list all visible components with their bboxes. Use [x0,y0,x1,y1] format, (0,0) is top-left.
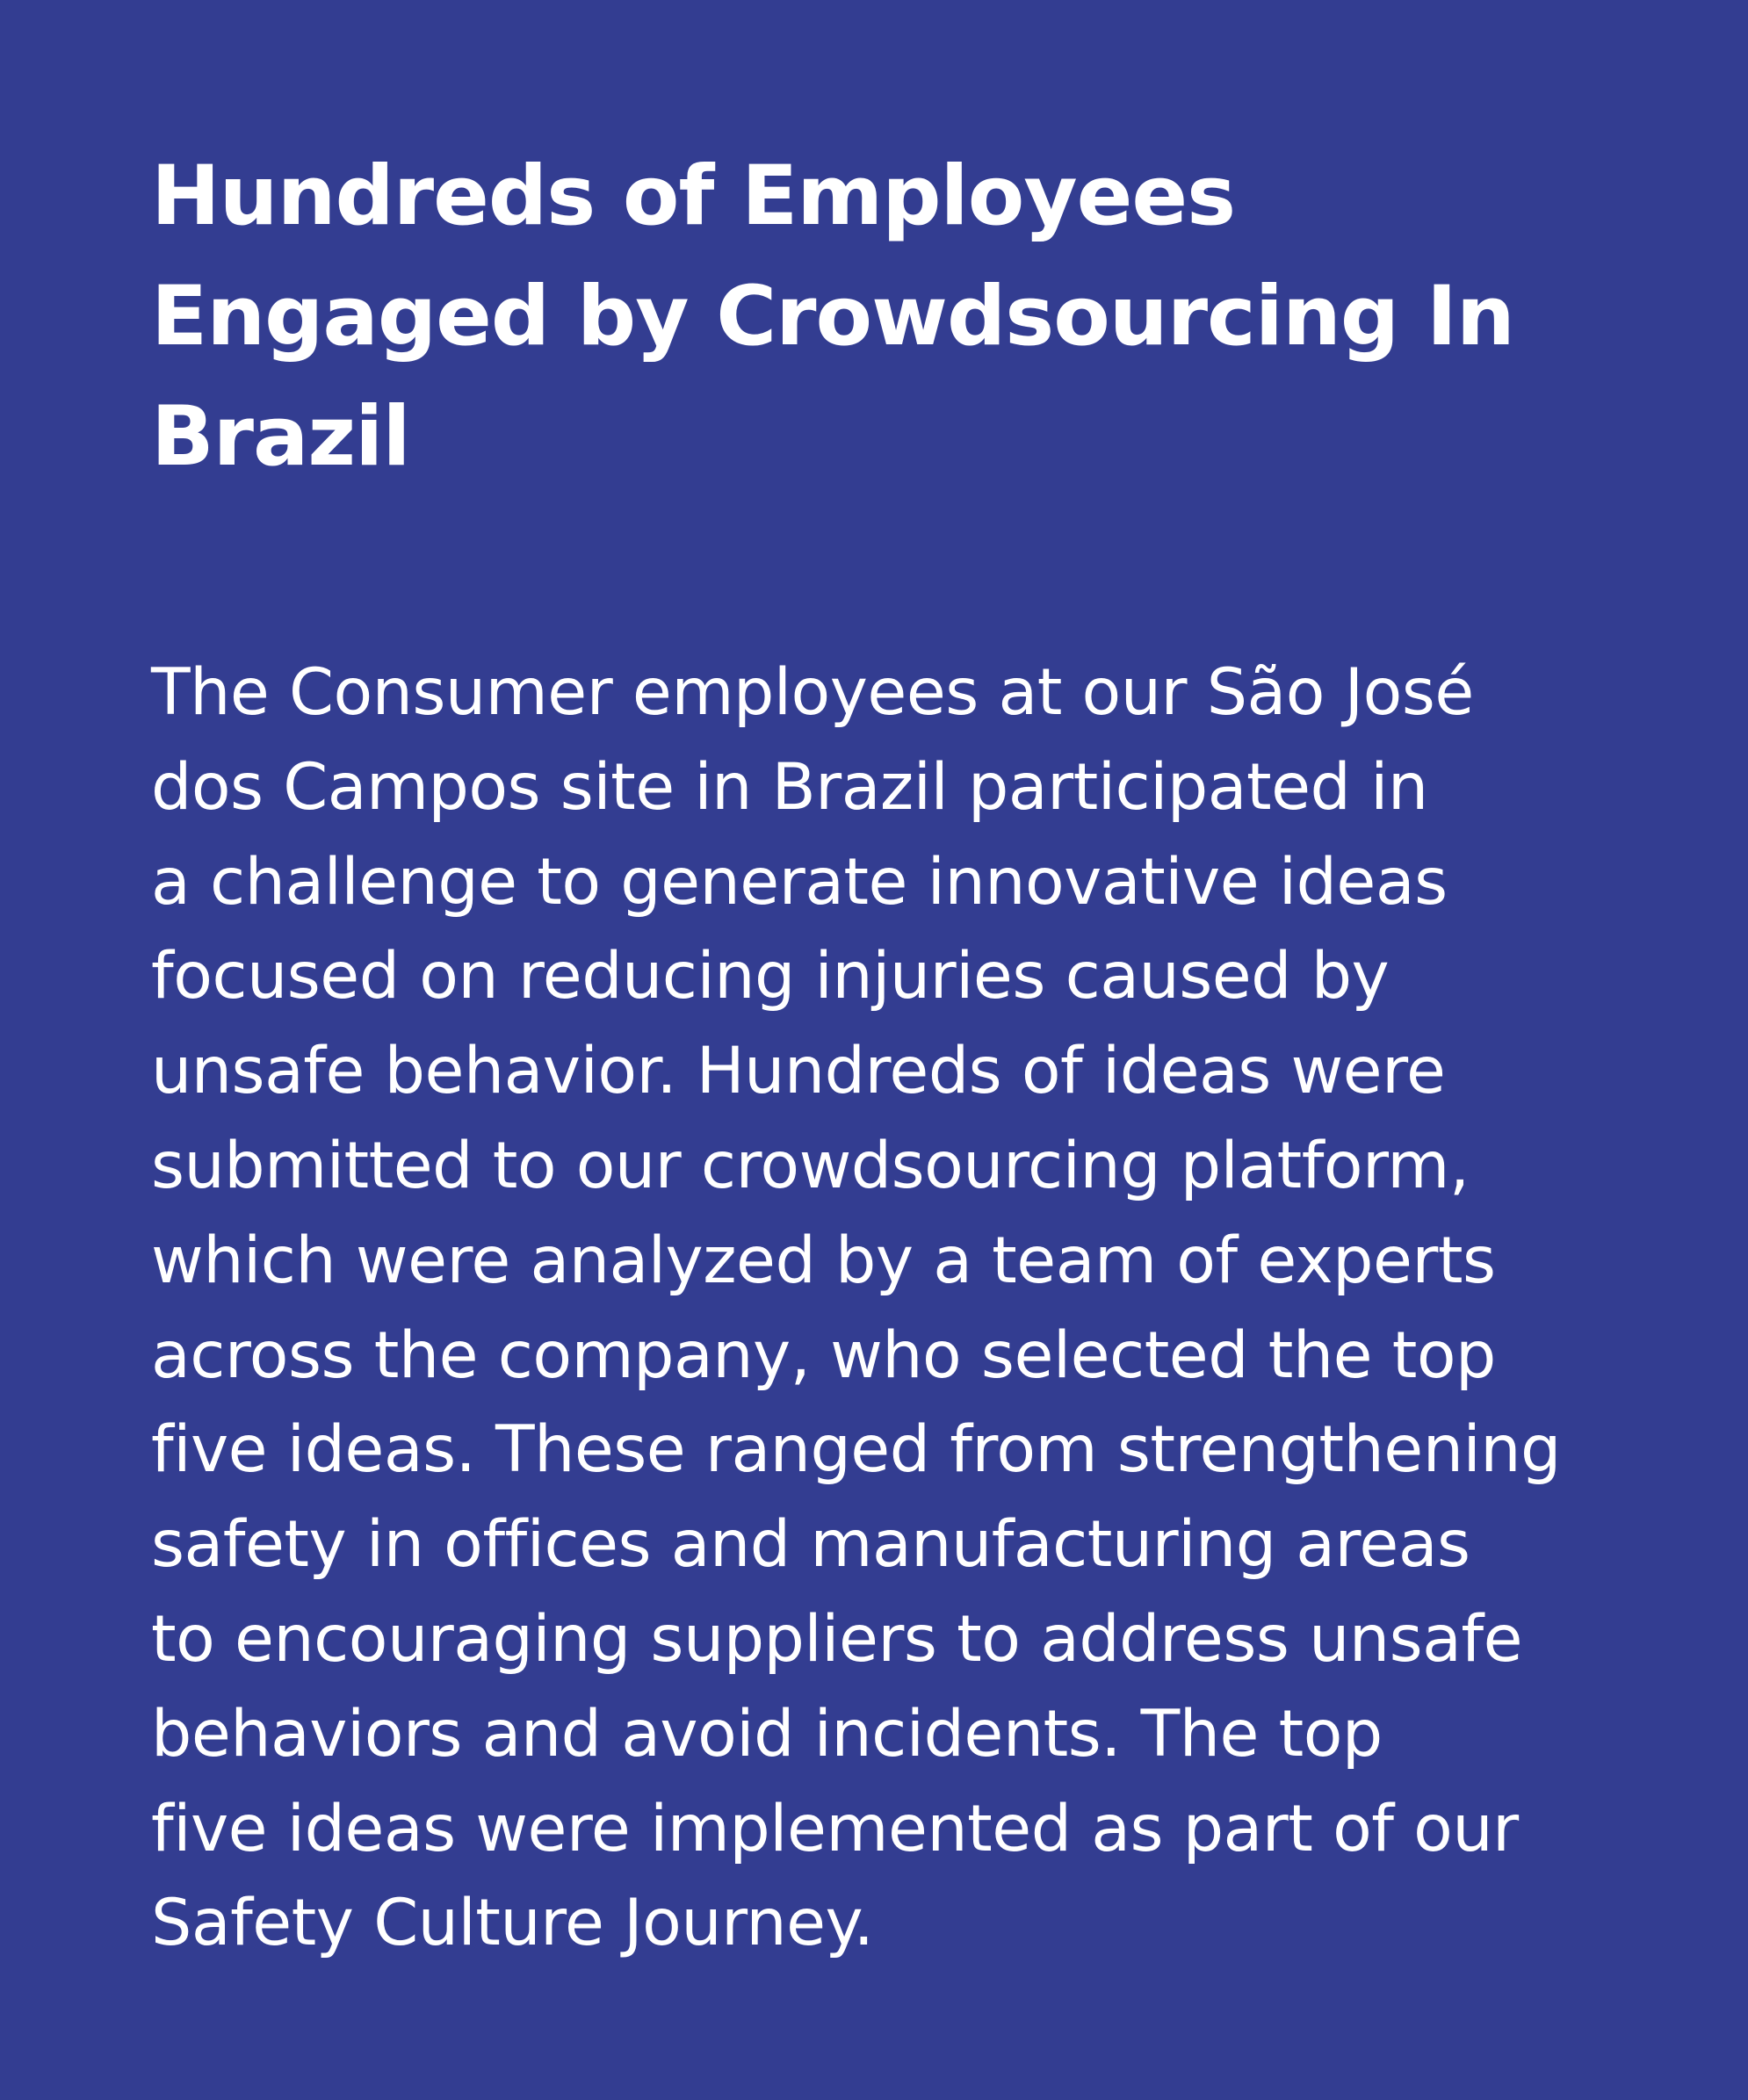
body-line: submitted to our crowdsourcing platform, [151,1128,1470,1203]
body-line: Safety Culture Journey. [151,1886,874,1961]
body-line: safety in offices and manufacturing areas [151,1507,1470,1583]
body-line: The Consumer employees at our São José [151,655,1474,730]
body-line: behaviors and avoid incidents. The top [151,1696,1383,1772]
headline-line: Engaged by Crowdsourcing In [151,269,1514,364]
headline-line: Hundreds of Employees [151,148,1236,244]
body-line: to encouraging suppliers to address unsafe [151,1601,1523,1677]
body-line: five ideas were implemented as part of our [151,1791,1519,1866]
body-line: unsafe behavior. Hundreds of ideas were [151,1034,1446,1109]
body-line: which were analyzed by a team of experts [151,1223,1496,1298]
body-line: focused on reducing injuries caused by [151,939,1390,1014]
headline-line: Brazil [151,389,410,485]
body-line: across the company, who selected the top [151,1317,1496,1393]
body-line: five ideas. These ranged from strengthening [151,1412,1561,1488]
body-paragraph [151,646,1561,1971]
headline [151,136,1616,497]
body-line: dos Campos site in Brazil participated in [151,749,1428,825]
body-line: a challenge to generate innovative ideas [151,844,1448,920]
